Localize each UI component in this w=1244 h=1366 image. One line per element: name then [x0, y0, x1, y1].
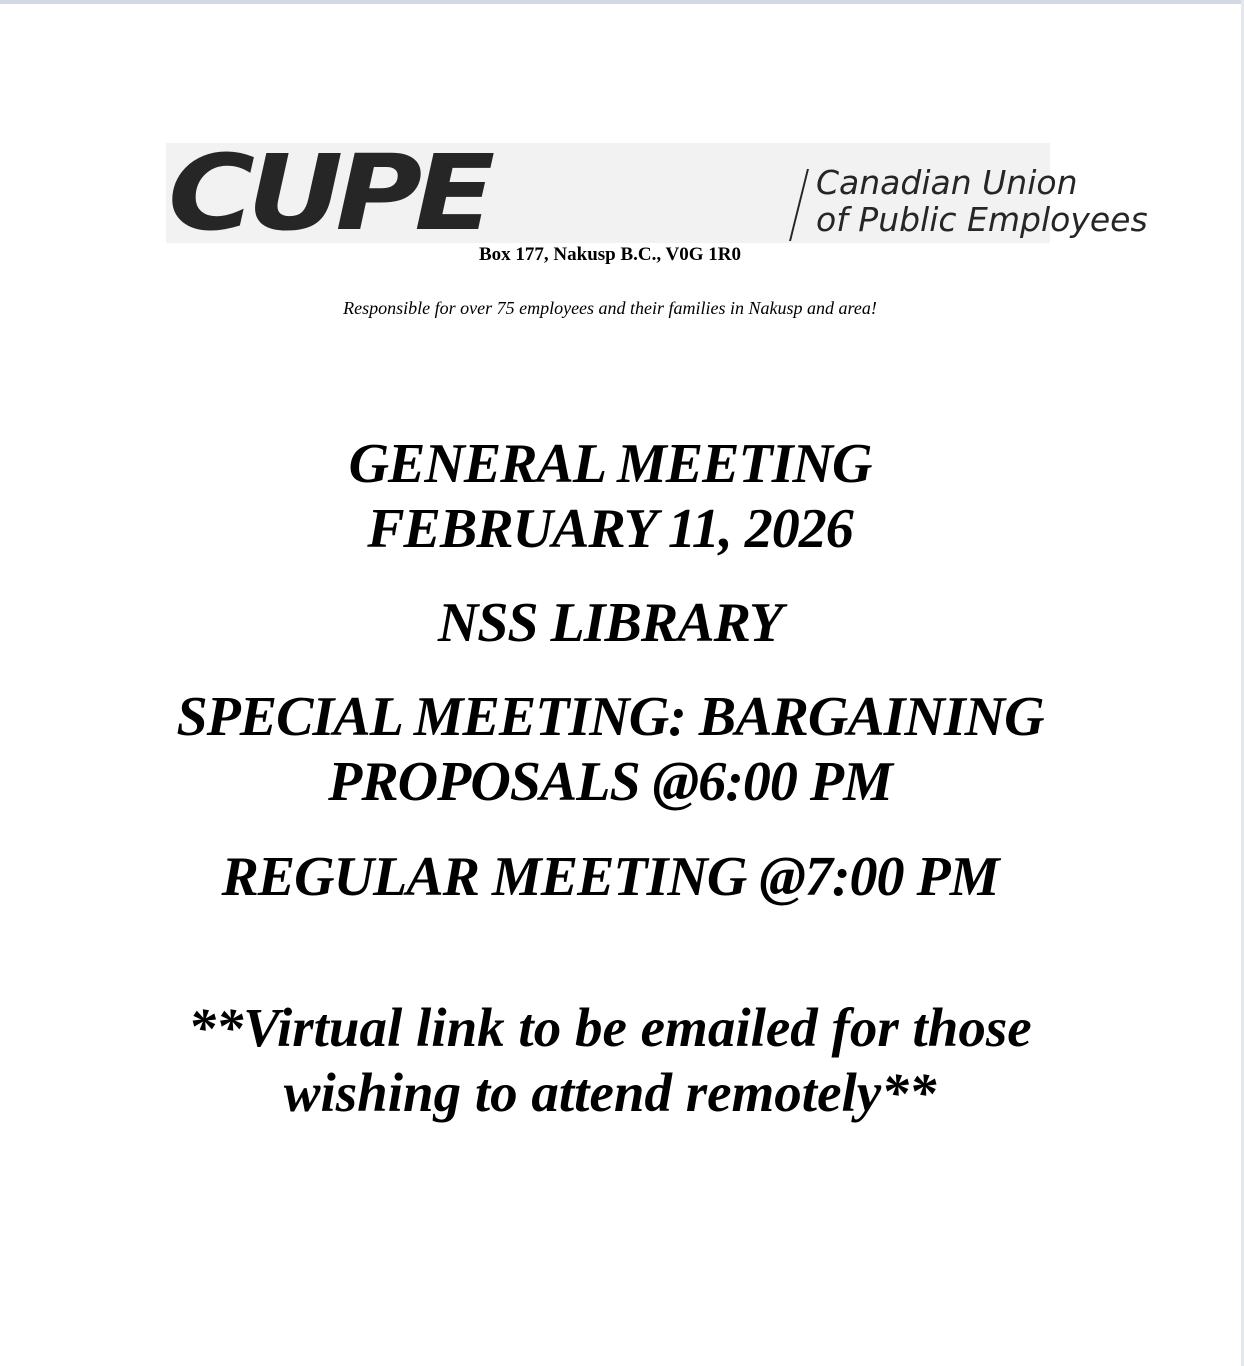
mailing-address: Box 177, Nakusp B.C., V0G 1R0 — [478, 244, 741, 265]
cupe-logo-name — [816, 164, 1148, 238]
meeting-title: GENERAL MEETING — [348, 433, 872, 495]
tagline: Responsible for over 75 employees and their families in Nakusp and area! — [343, 298, 877, 318]
cupe-logo — [166, 132, 1148, 254]
meeting-date: FEBRUARY 11, 2026 — [367, 498, 853, 560]
meeting-location: NSS LIBRARY — [437, 592, 783, 654]
logo-name-line-1: Canadian Union — [816, 163, 1078, 202]
special-meeting-line-2: PROPOSALS @6:00 PM — [328, 751, 892, 813]
logo-name-line-2: of Public Employees — [816, 200, 1148, 239]
virtual-note-line-1: **Virtual link to be emailed for those — [188, 997, 1032, 1058]
cupe-logo-mark: CUPE — [168, 132, 488, 254]
special-meeting-line-1: SPECIAL MEETING: BARGAINING — [176, 686, 1044, 748]
top-border — [0, 0, 1244, 4]
logo-divider — [789, 169, 809, 241]
regular-meeting: REGULAR MEETING @7:00 PM — [221, 846, 999, 908]
virtual-note-line-2: wishing to attend remotely** — [283, 1062, 937, 1123]
